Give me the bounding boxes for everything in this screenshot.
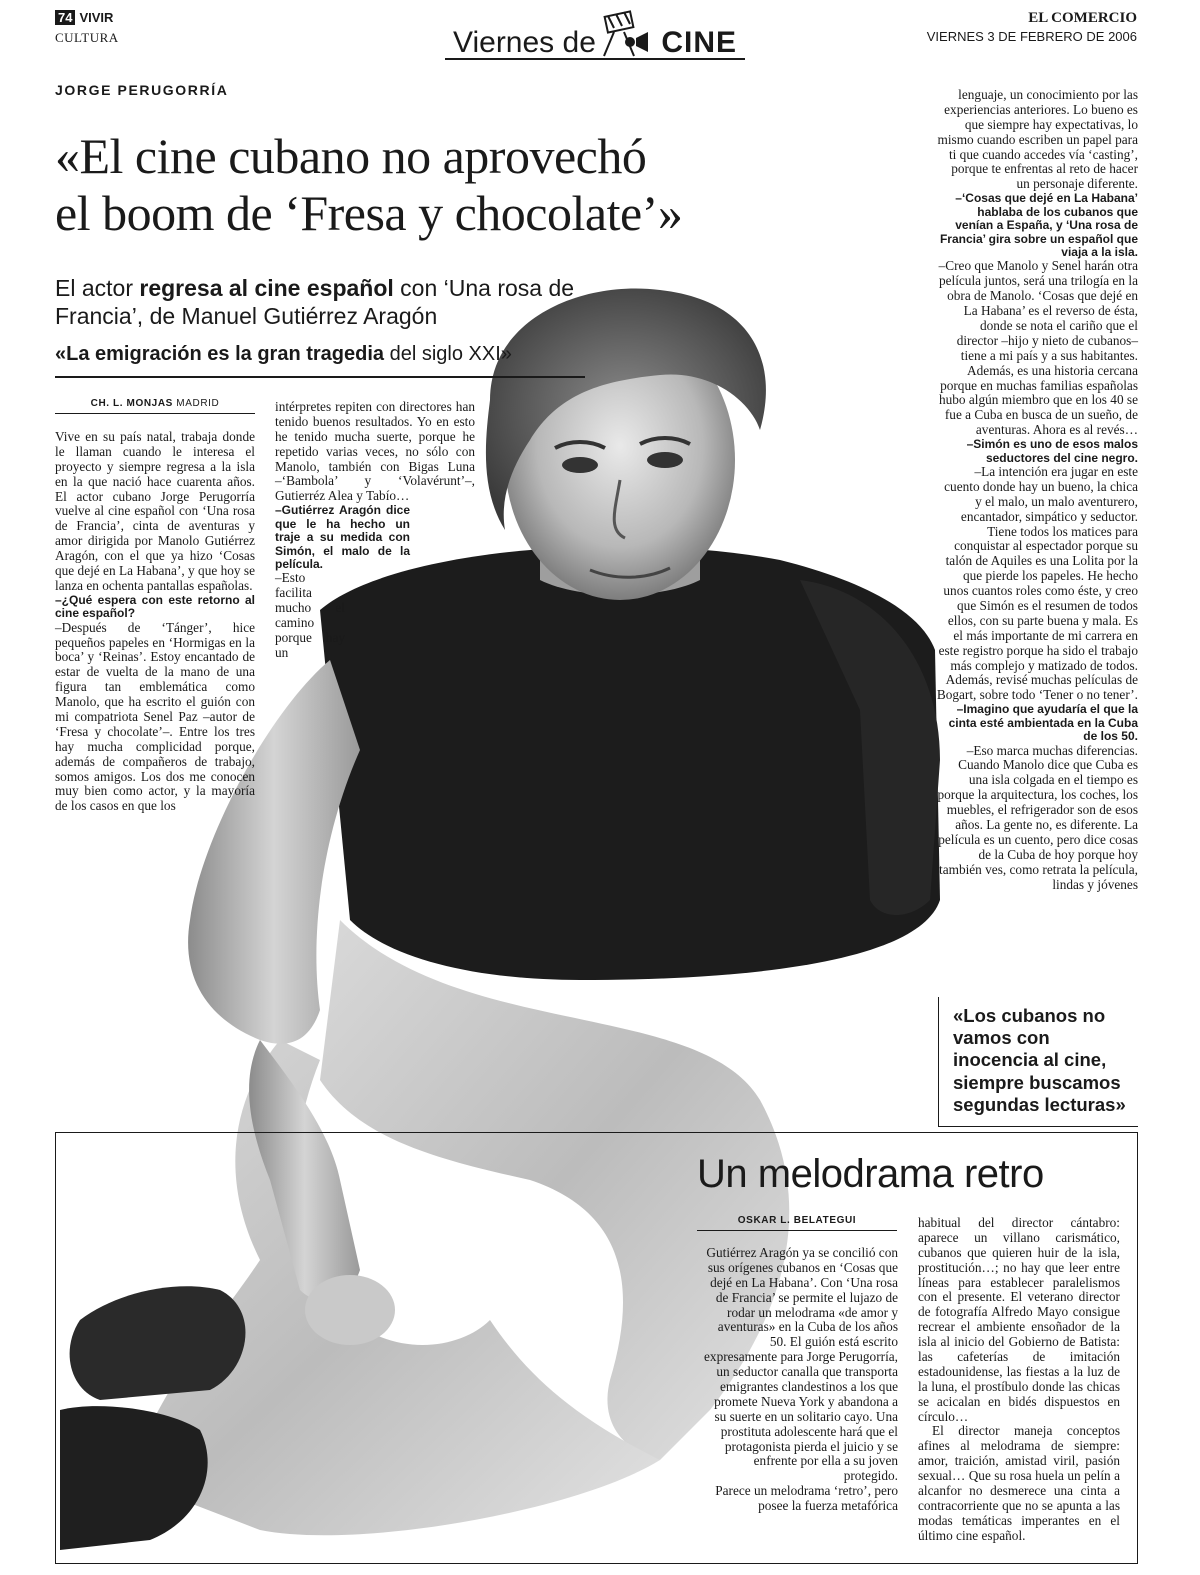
sidebar-paragraph-2: Parece un melodrama ‘retro’, pero posee la fuerza metafórica [715, 1483, 898, 1514]
article-column-3 [936, 88, 1138, 892]
answer-1: –Después de ‘Tánger’, hice pequeños papeles en ‘Hormigas en la boca’ y ‘Reinas’. Estoy encantado de estar de vuelta de la mano de una figura tan emblemática como Manolo, que ha escrito el guión con mi compatriota Senel Paz –autor de ‘Fresa y chocolate’–. Entre los tres hay mucha complicidad porque, además de compañeros de trabajo, somos amigos. Los dos me conocen muy bien como actor, y la mayoría de los casos en que los [55, 619, 255, 814]
sidebar-paragraph-4: El director maneja conceptos afines al melodrama de siempre: amor, traición, amistad viril, pasión sexual… Que su rosa huela un pelín a alcanfor no desmerece una cinta a contracorriente que no se apunta a las modas temáticas imperantes en el último cine español. [918, 1423, 1120, 1543]
question-2: –Gutiérrez Aragón dice que le ha hecho un traje a su medida con Simón, el malo de la película. [275, 503, 410, 571]
article-column-2 [275, 400, 475, 661]
subhead-post: con ‘Una rosa de Francia’, de Manuel Gutiérrez Aragón [55, 275, 575, 330]
answer-2: –Esto facilita mucho el camino porque hay un [275, 570, 345, 660]
film-camera-icon [590, 8, 652, 58]
masthead-left-text: Viernes de [453, 26, 596, 59]
article-column-1 [55, 430, 255, 814]
sidebar-byline: OSKAR L. BELATEGUI [697, 1215, 897, 1231]
question-3: –‘Cosas que dejé en La Habana’ hablaba de los cubanos que venían a España, y ‘Una rosa de Francia’ gira sobre un español que viaja a la isla. [939, 191, 1138, 259]
sidebar-paragraph-1: Gutiérrez Aragón ya se concilió con sus orígenes cubanos en ‘Cosas que dejé en La Habana’. Con ‘Una rosa de Francia’ se permite el lujazo de rodar un melodrama «de amor y aventuras» en la Cuba de los años 50. El guión está escrito expresamente para Jorge Perugorría, un seductor canalla que transporta emigrantes clandestinos a los que promete Nueva York y abandona a su suerte en un solitario cayo. Una prostituta adolescente hará que el protagonista pierda el juicio y se enfrente por ella a su joven protegido. [704, 1245, 898, 1484]
newspaper-name: EL COMERCIO [1028, 10, 1137, 26]
sidebar-column-2 [918, 1216, 1120, 1544]
answer-4: –La intención era jugar en este cuento donde hay un bueno, la chica y el malo, un malo aventurero, encantador, simpático y seductor. Tiene todos los matices para conquistar al espectador porque su talón de Aquiles es una Lolita por la que pierde los papeles. He hecho unos cuantos roles como éste, y creo que Simón es el resumen de todos ellos, con su parte buena y mala. Es el más importante de mi carrera en este registro porque ha sido el trabajo más complejo y matizado de todos. Además, revisé muchas películas de Bogart, sobre todo ‘Tener o no tener’. [936, 463, 1138, 703]
article-lead-paragraph: Vive en su país natal, trabaja donde le llaman cuando le interesa el proyecto y siempre regresa a la isla en la que nació hace cuarenta años. El actor cubano Jorge Perugorría vuelve al cine español con ‘Una rosa de Francia’, cinta de aventuras y amor dirigida por Manolo Gutiérrez Aragón, con el que ya hizo ‘Cosas que dejé en La Habana’, y que hoy se lanza en ochenta pantallas españolas. [55, 429, 255, 593]
page-number-value: 74 [55, 10, 75, 25]
boxed-pullquote: «Los cubanos no vamos con inocencia al cine, siempre buscamos segundas lecturas» [938, 997, 1138, 1127]
masthead-right-text: CINE [661, 26, 737, 59]
sidebar-column-1 [700, 1246, 898, 1514]
question-1: –¿Qué espera con este retorno al cine español? [55, 592, 255, 621]
subhead-bold: regresa al cine español [139, 275, 394, 301]
deck-quote-bold: «La emigración es la gran tragedia [55, 343, 385, 365]
masthead-rule [445, 58, 745, 60]
sidebar-title: Un melodrama retro [697, 1152, 1044, 1196]
question-4: –Simón es uno de esos malos seductores del cine negro. [966, 437, 1138, 465]
headline-line-1: «El cine cubano no aprovechó [55, 128, 647, 184]
subsection-label: CULTURA [55, 30, 119, 45]
headline-line-2: el boom de ‘Fresa y chocolate’» [55, 184, 683, 241]
article-kicker: JORGE PERUGORRÍA [55, 82, 229, 98]
byline-name: CH. L. MONJAS [90, 398, 173, 409]
subheadline [55, 274, 635, 330]
answer-3: –Creo que Manolo y Senel harán otra película juntos, será una trilogía en la obra de Manolo. ‘Cosas que dejé en La Habana’ es el reverso de ésta, donde se nota el cariño que el director –hijo y nieto de cubanos– tiene a mi país y a sus habitantes. Además, es una historia cercana porque en muchas familias españolas hubo algún miembro que en los 40 se fue a Cuba en busca de un sueño, de aventuras. Ahora es al revés… [938, 258, 1138, 438]
sidebar-paragraph-3: habitual del director cántabro: aparece un villano carismático, cubanos que quieren huir de la isla, prostitución…; no hay que leer entre líneas para establecer paralelismos con el presente. El veterano director de fotografía Alfredo Mayo consigue recrear el ambiente ensoñador de la isla al inicio del Gobierno de Batista: las cafeterías de imitación estadounidense, las fiestas a la luz de la luna, el prostíbulo donde las chicas se acicalan en bidés dispuestos en círculo… [918, 1215, 1120, 1424]
article-byline [55, 398, 255, 414]
section-masthead [445, 8, 745, 64]
column-2-paragraph: intérpretes repiten con directores han tenido buenos resultados. Yo en esto he tenido mucha suerte, porque he repetido varias veces, no sólo con Manolo, también con Bigas Luna –‘Bambola’ y ‘Volavérunt’–, Gutierréz Alea y Tabío… [275, 399, 475, 504]
byline-city: MADRID [176, 398, 220, 409]
headline [55, 128, 935, 241]
deck-quote [55, 343, 585, 378]
answer-5: –Eso marca muchas diferencias. Cuando Manolo dice que Cuba es una isla colgada en el tiempo es porque la arquitectura, los coches, los muebles, el refrigerador son de esos años. La gente no, es diferente. La película es un cuento, pero dice cosas de la Cuba de hoy porque hoy también ves, como retrata la película, lindas y jóvenes [937, 742, 1138, 892]
page-number [55, 10, 113, 25]
subhead-pre: El actor [55, 275, 140, 301]
column-3-paragraph: lenguaje, un conocimiento por las experiencias anteriores. Lo bueno es que siempre hay expectativas, lo mismo cuando escriben un papel para ti que cuando accedes vía ‘casting’, porque te enfrentas al reto de hacer un personaje diferente. [937, 87, 1138, 192]
deck-quote-rest: del siglo XXI» [384, 343, 512, 365]
issue-date: VIERNES 3 DE FEBRERO DE 2006 [926, 29, 1137, 44]
question-5: –Imagino que ayudaría el que la cinta esté ambientada en la Cuba de los 50. [948, 702, 1138, 744]
section-label: VIVIR [79, 10, 114, 25]
